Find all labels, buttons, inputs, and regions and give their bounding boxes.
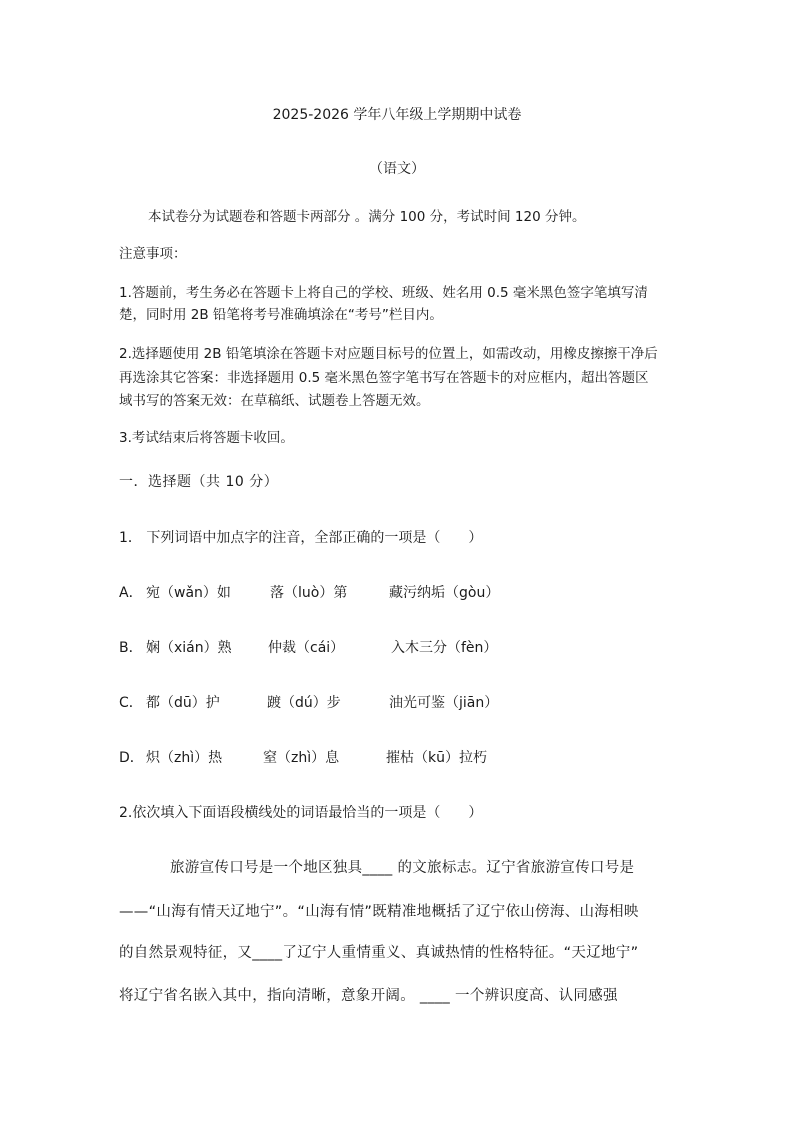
option-word: 都（dū）护 [146, 695, 220, 711]
option-word: 踱（dú）步 [267, 695, 341, 711]
passage-line: 的自然景观特征，又____了辽宁人重情重义、真诚热情的性格特征。“天辽地宁” [119, 945, 639, 961]
option-word: 娴（xián）熟 [146, 640, 232, 656]
option-word: 油光可鉴（jiān） [389, 695, 499, 711]
option-label: D． [119, 750, 144, 766]
exam-subject: （语文） [369, 161, 425, 177]
notice-item-2: 2.选择题使用 2B 铅笔填涂在答题卡对应题目标号的位置上，如需改动，用橡皮擦擦干净后 [119, 346, 658, 362]
notice-item-1: 1.答题前，考生务必在答题卡上将自己的学校、班级、姓名用 0.5 毫米黑色签字笔填写清 [119, 285, 648, 301]
notice-item-2-cont: 域书写的答案无效：在草稿纸、试题卷上答题无效。 [119, 393, 430, 409]
notice-heading: 注意事项： [119, 246, 187, 262]
section-heading: 一．选择题（共 10 分） [119, 474, 279, 490]
exam-title: 2025-2026 学年八年级上学期期中试卷 [272, 107, 522, 123]
option-word: 落（luò）第 [270, 585, 348, 601]
question-2-stem: 2.依次填入下面语段横线处的词语最恰当的一项是（ ） [119, 805, 483, 821]
option-word: 藏污纳垢（gòu） [389, 585, 500, 601]
passage-line: 将辽宁省名嵌入其中，指向清晰，意象开阔。 ____ 一个辨识度高、认同感强 [119, 988, 618, 1004]
option-label: B． [119, 640, 143, 656]
option-word: 炽（zhì）热 [146, 750, 223, 766]
option-word: 窒（zhì）息 [263, 750, 340, 766]
option-word: 入木三分（fèn） [391, 640, 498, 656]
notice-item-3: 3.考试结束后将答题卡收回。 [119, 430, 294, 446]
passage-line: 旅游宣传口号是一个地区独具____ 的文旅标志。辽宁省旅游宣传口号是 [170, 860, 635, 876]
option-label: C． [119, 695, 143, 711]
notice-item-1-cont: 楚，同时用 2B 铅笔将考号准确填涂在“考号”栏目内。 [119, 307, 443, 323]
exam-intro: 本试卷分为试题卷和答题卡两部分 。满分 100 分，考试时间 120 分钟。 [148, 209, 586, 225]
option-label: A． [119, 585, 143, 601]
passage-line: ——“山海有情天辽地宁”。“山海有情”既精准地概括了辽宁依山傍海、山海相映 [119, 904, 639, 920]
notice-item-2-cont: 再选涂其它答案：非选择题用 0.5 毫米黑色签字笔书写在答题卡的对应框内，超出答题区 [119, 370, 649, 386]
option-word: 宛（wǎn）如 [146, 585, 231, 601]
question-1-stem: 1． 下列词语中加点字的注音，全部正确的一项是（ ） [119, 530, 483, 546]
option-word: 摧枯（kū）拉朽 [386, 750, 487, 766]
option-word: 仲裁（cái） [268, 640, 345, 656]
